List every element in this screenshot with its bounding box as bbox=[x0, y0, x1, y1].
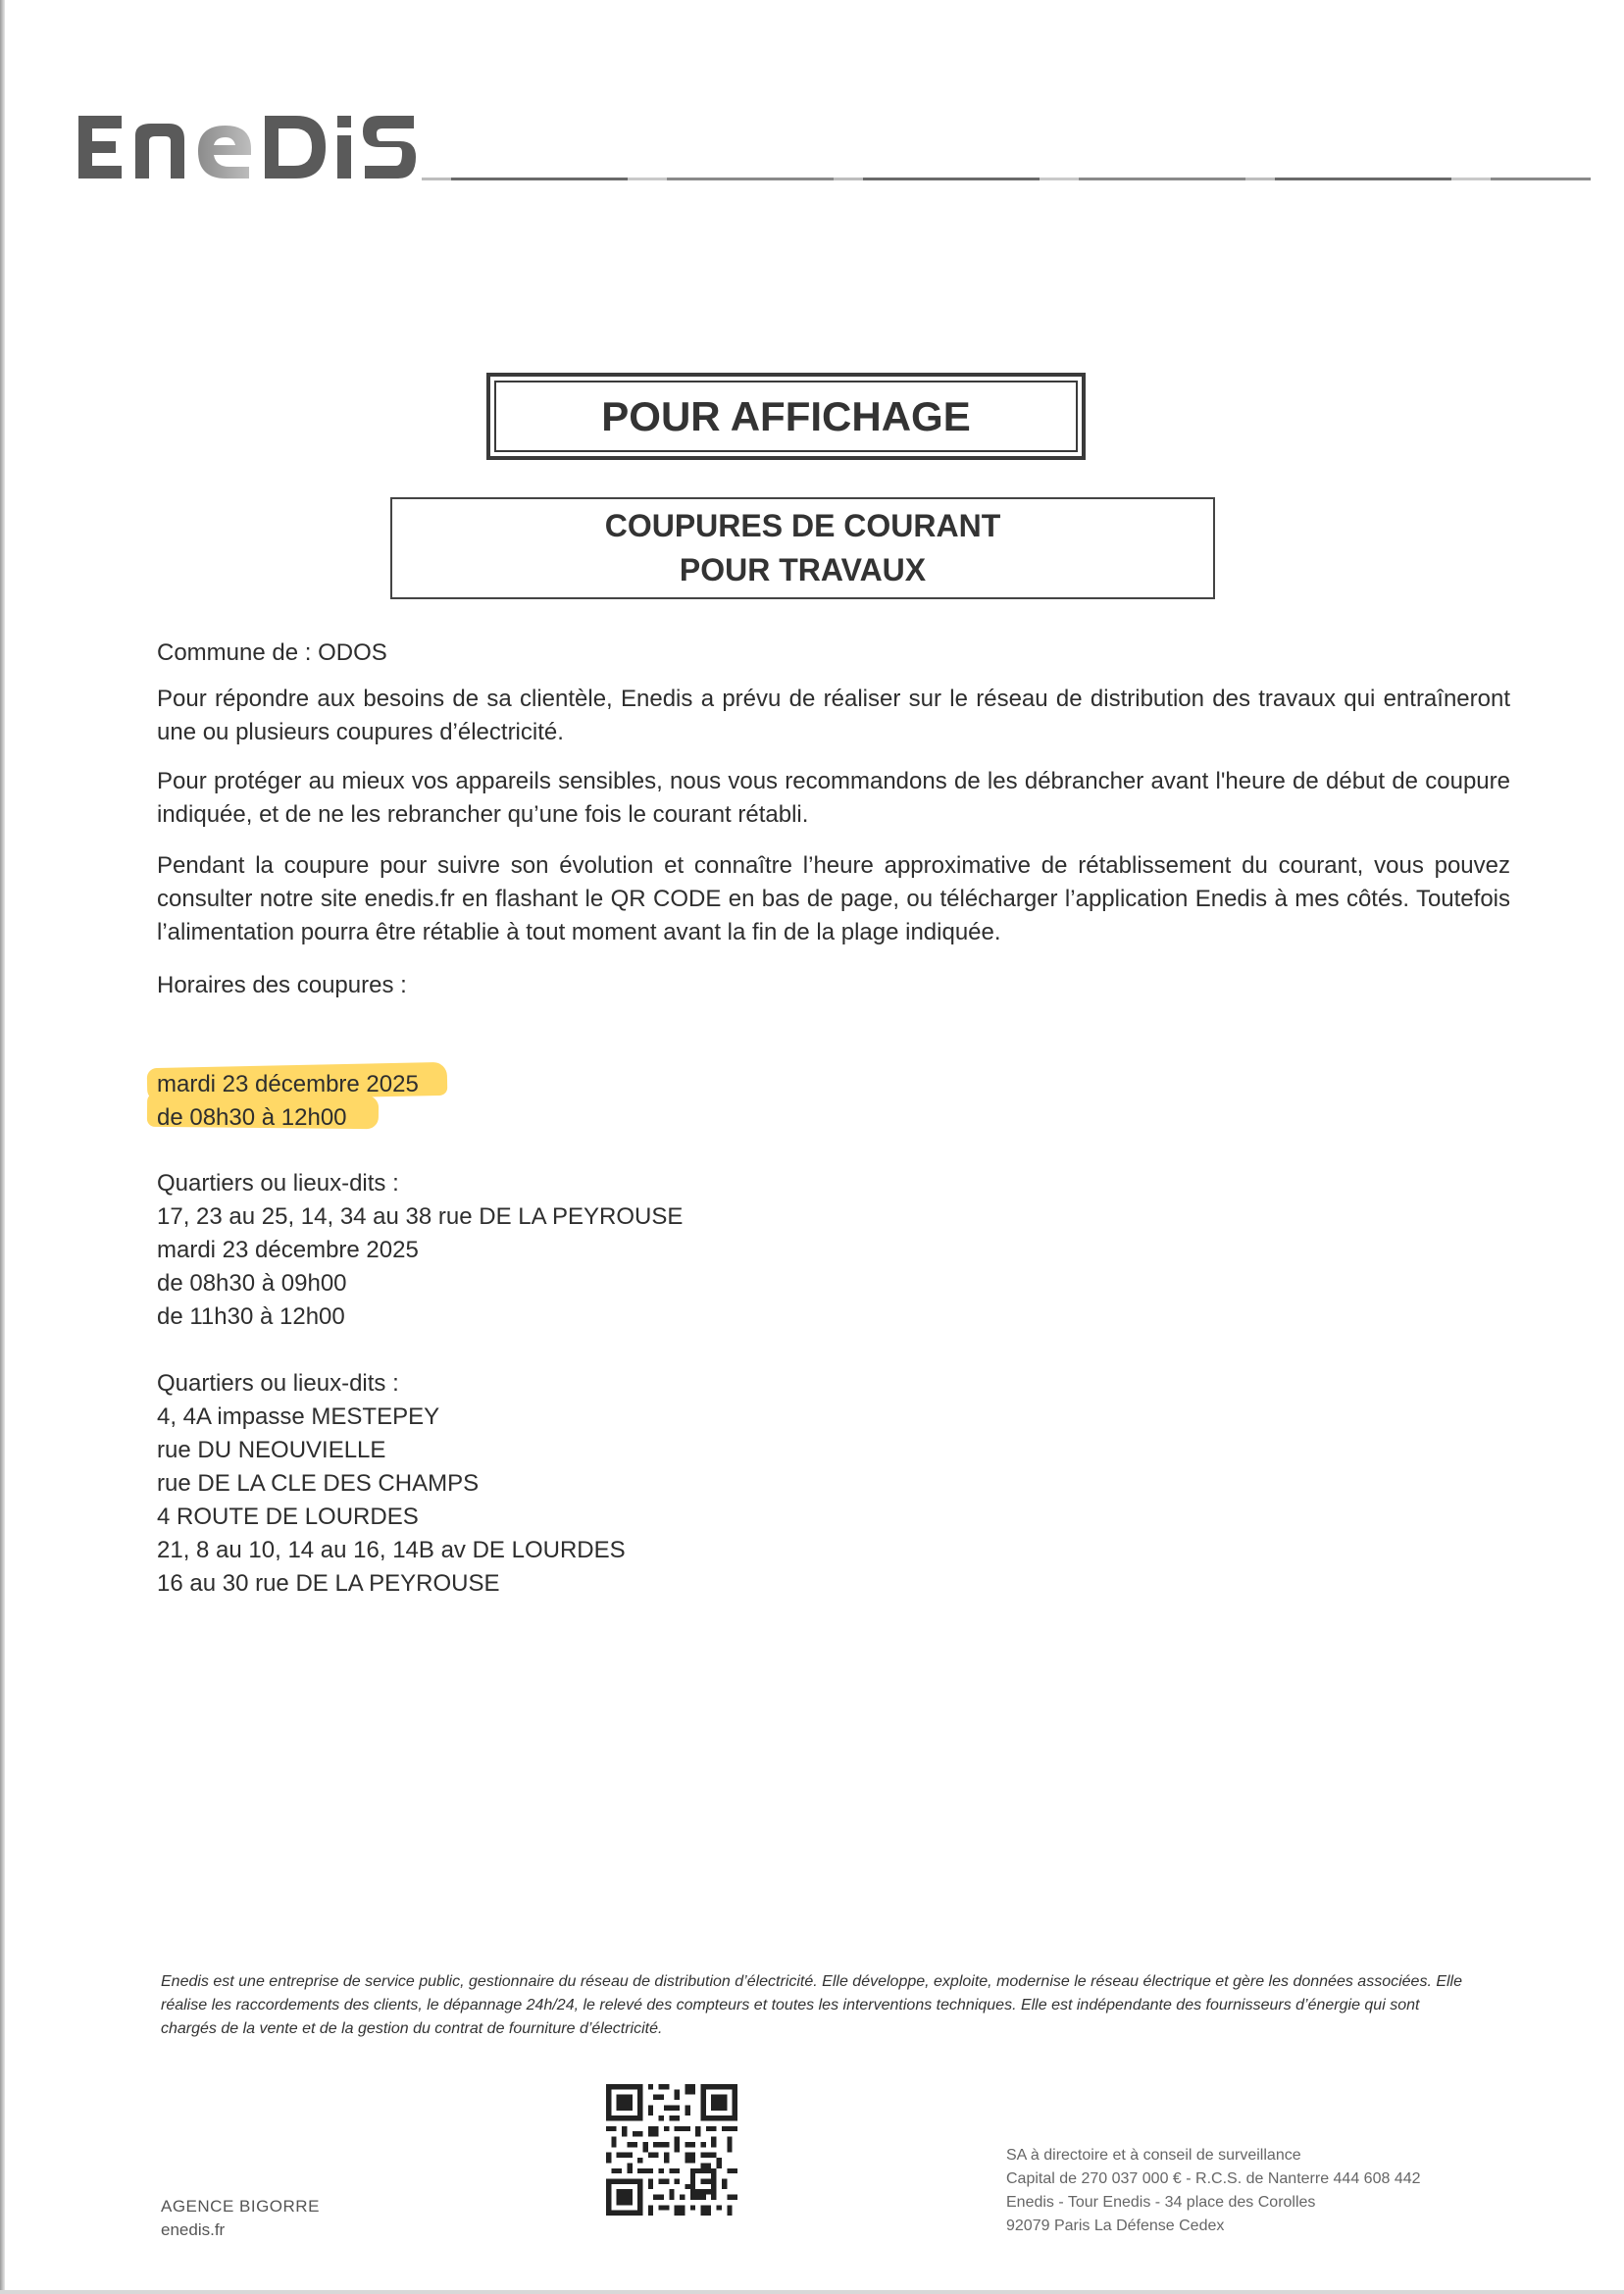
subtitle-line-2: POUR TRAVAUX bbox=[679, 552, 927, 587]
group2-line: rue DE LA CLE DES CHAMPS bbox=[157, 1470, 480, 1497]
group2-heading: Quartiers ou lieux-dits : bbox=[157, 1370, 399, 1397]
legal-line: Capital de 270 037 000 € - R.C.S. de Nanterre 444 608 442 bbox=[1006, 2170, 1421, 2187]
header-rule bbox=[422, 178, 1591, 180]
group2-line: 4, 4A impasse MESTEPEY bbox=[157, 1403, 440, 1430]
legal-line: SA à directoire et à conseil de surveillance bbox=[1006, 2147, 1301, 2164]
footer-disclaimer: Enedis est une entreprise de service public, gestionnaire du réseau de distribution d’électricité. Elle développe, exploite, modernise le réseau électrique et gère les données associées. Elle réalise les raccordements des clients, le dépannage 24h/24, le relevé des compteurs et toutes les interventions techniques. Elle est indépendante des fournisseurs d’énergie qui sont chargés de la vente et de la gestion du contrat de fourniture d’électricité. bbox=[161, 1973, 1463, 2037]
display-title: POUR AFFICHAGE bbox=[494, 381, 1078, 452]
subtitle-box bbox=[390, 497, 1215, 599]
scan-edge-left bbox=[0, 0, 5, 2294]
website-link[interactable]: enedis.fr bbox=[161, 2220, 226, 2239]
group2-line: rue DU NEOUVIELLE bbox=[157, 1437, 386, 1463]
group1-line: 17, 23 au 25, 14, 34 au 38 rue DE LA PEYROUSE bbox=[157, 1203, 684, 1230]
commune-line: Commune de : ODOS bbox=[157, 639, 387, 666]
legal-line: 92079 Paris La Défense Cedex bbox=[1006, 2218, 1225, 2234]
scan-edge-bottom bbox=[0, 2290, 1624, 2294]
paragraph-3: Pendant la coupure pour suivre son évolution et connaître l’heure approximative de rétablissement du courant, vous pouvez consulter notre site enedis.fr en flashant le QR CODE en bas de page, ou télécharger l’application Enedis à mes côtés. Toutefois l’alimentation pourra être rétablie à tout moment avant la fin de la plage indiquée. bbox=[157, 852, 1510, 945]
paragraph-1: Pour répondre aux besoins de sa clientèle, Enedis a prévu de réaliser sur le réseau de distribution des travaux qui entraîneront une ou plusieurs coupures d’électricité. bbox=[157, 686, 1510, 745]
subtitle-line-1: COUPURES DE COURANT bbox=[604, 508, 1001, 544]
group1-heading: Quartiers ou lieux-dits : bbox=[157, 1170, 399, 1197]
group2-line: 21, 8 au 10, 14 au 16, 14B av DE LOURDES bbox=[157, 1537, 626, 1563]
group2-line: 4 ROUTE DE LOURDES bbox=[157, 1504, 419, 1530]
paragraph-2: Pour protéger au mieux vos appareils sensibles, nous vous recommandons de les débrancher avant l'heure de début de coupure indiquée, et de ne les rebrancher qu’une fois le courant rétabli. bbox=[157, 768, 1510, 828]
group2-line: 16 au 30 rue DE LA PEYROUSE bbox=[157, 1570, 500, 1597]
enedis-logo bbox=[78, 110, 422, 188]
legal-line: Enedis - Tour Enedis - 34 place des Corolles bbox=[1006, 2194, 1316, 2211]
group1-line: de 11h30 à 12h00 bbox=[157, 1303, 345, 1330]
main-date: mardi 23 décembre 2025 bbox=[157, 1071, 419, 1097]
qr-code[interactable] bbox=[606, 2084, 737, 2216]
schedule-heading: Horaires des coupures : bbox=[157, 972, 407, 998]
agency-name: AGENCE BIGORRE bbox=[161, 2197, 320, 2216]
group1-line: mardi 23 décembre 2025 bbox=[157, 1237, 419, 1263]
main-time: de 08h30 à 12h00 bbox=[157, 1104, 347, 1131]
legal-info bbox=[1006, 2144, 1477, 2238]
display-title-box bbox=[486, 373, 1086, 460]
group1-line: de 08h30 à 09h00 bbox=[157, 1270, 347, 1297]
